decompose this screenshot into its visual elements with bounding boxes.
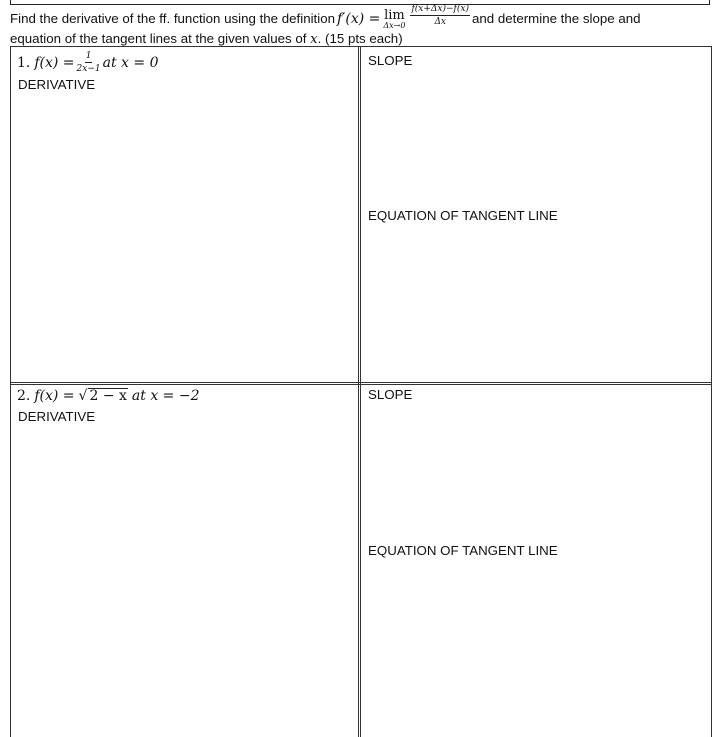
limit-operator <box>383 9 405 30</box>
difference-quotient <box>410 5 470 27</box>
problem-2-number: 2. <box>17 388 31 405</box>
limit-word: lim <box>384 7 405 23</box>
problem-1-fraction <box>77 52 101 74</box>
problem-2-radicand: 2 − x <box>89 388 127 404</box>
instruction-text-end: and determine the slope and <box>471 11 641 26</box>
problem-1-condition: at x = 0 <box>102 55 159 71</box>
grid-horizontal-divider <box>11 382 711 385</box>
problem-1-slope-label: SLOPE <box>368 53 413 68</box>
instruction-line-2-text: equation of the tangent lines at the given values of <box>10 31 311 46</box>
problem-2-condition: at x = −2 <box>131 388 200 405</box>
derivative-notation: f′(x) = <box>337 11 381 27</box>
problem-1-statement <box>17 52 158 74</box>
answer-grid <box>10 46 712 737</box>
problem-1-tangent-label: EQUATION OF TANGENT LINE <box>368 208 558 223</box>
problem-2-derivative-label: DERIVATIVE <box>18 409 96 424</box>
variable-x: x <box>310 32 318 47</box>
limit-subscript: Δx→0 <box>383 20 406 30</box>
difference-quotient-denominator: Δx <box>434 17 447 27</box>
problem-1-numerator: 1 <box>85 51 92 61</box>
square-root-icon: √ <box>78 388 88 405</box>
difference-quotient-numerator: f(x+Δx)−f(x) <box>411 4 469 14</box>
problem-2-slope-label: SLOPE <box>368 387 413 402</box>
problem-1-number: 1. <box>17 55 31 71</box>
problem-1-lhs: f(x) = <box>34 55 75 71</box>
problem-2-tangent-label: EQUATION OF TANGENT LINE <box>368 543 558 558</box>
problem-2-lhs: f(x) = <box>34 388 75 405</box>
instruction-line-1 <box>10 4 641 30</box>
instruction-text: Find the derivative of the ff. function using the definition <box>10 11 335 26</box>
problem-2-statement <box>17 388 200 404</box>
problem-1-derivative-label: DERIVATIVE <box>18 77 96 92</box>
instruction-points: . (15 pts each) <box>317 31 403 46</box>
grid-vertical-divider <box>358 47 361 737</box>
top-border <box>10 0 710 5</box>
problem-1-denominator: 2x−1 <box>76 64 101 74</box>
